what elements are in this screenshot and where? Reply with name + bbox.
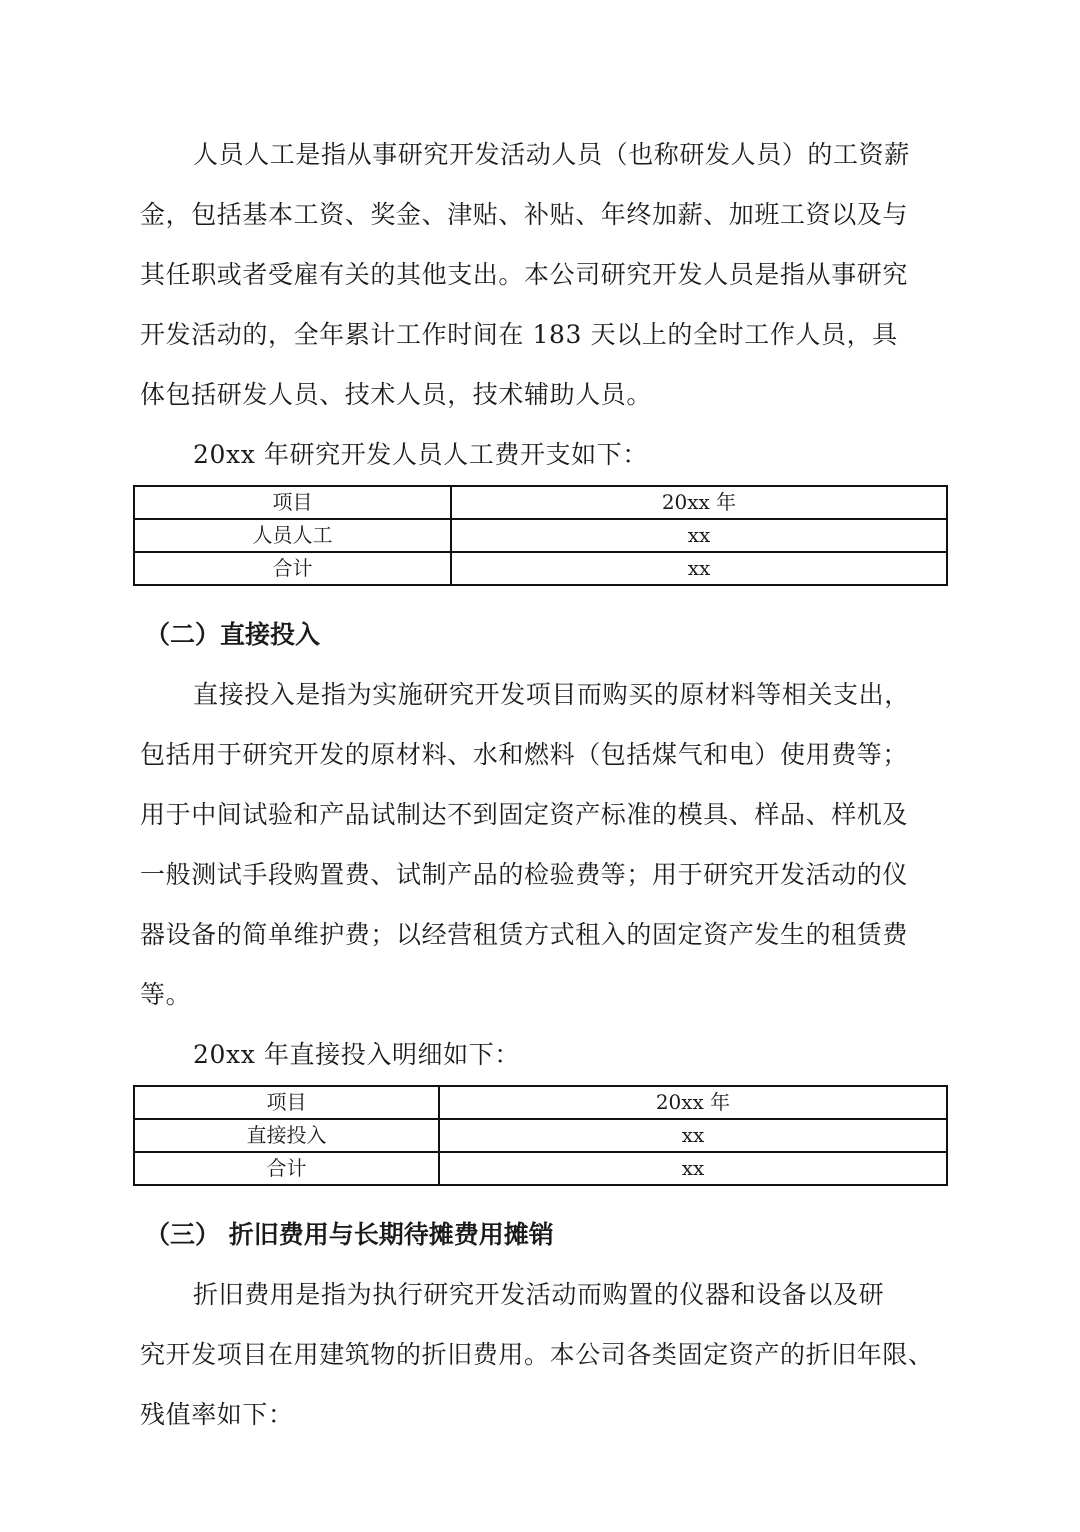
paragraph-line: 开发活动的，全年累计工作时间在 183 天以上的全时工作人员，具 — [140, 320, 898, 349]
table-cell: 合计 — [134, 1152, 439, 1185]
paragraph-line: 一般测试手段购置费、试制产品的检验费等；用于研究开发活动的仪 — [140, 860, 909, 889]
paragraph-line: 残值率如下： — [140, 1400, 294, 1429]
section-heading: （三） 折旧费用与长期待摊费用摊销 — [145, 1220, 554, 1249]
paragraph-line: 金，包括基本工资、奖金、津贴、补贴、年终加薪、加班工资以及与 — [140, 200, 909, 229]
paragraph-line: 用于中间试验和产品试制达不到固定资产标准的模具、样品、样机及 — [140, 800, 909, 829]
table-intro: 20xx 年研究开发人员人工费开支如下： — [193, 440, 648, 469]
table-cell: xx — [451, 552, 947, 585]
table-header-cell: 20xx 年 — [439, 1086, 947, 1119]
personnel-cost-table — [133, 485, 948, 586]
paragraph-line: 直接投入是指为实施研究开发项目而购买的原材料等相关支出， — [193, 680, 910, 709]
table-header-row — [134, 486, 947, 519]
table-header-row — [134, 1086, 947, 1119]
table-cell: 合计 — [134, 552, 451, 585]
table-row — [134, 1152, 947, 1185]
paragraph-line: 折旧费用是指为执行研究开发活动而购置的仪器和设备以及研 — [193, 1280, 885, 1309]
table-cell: xx — [439, 1119, 947, 1152]
paragraph-line: 器设备的简单维护费；以经营租赁方式租入的固定资产发生的租赁费 — [140, 920, 909, 949]
table-header-cell: 项目 — [134, 486, 451, 519]
paragraph-line: 究开发项目在用建筑物的折旧费用。本公司各类固定资产的折旧年限、 — [140, 1340, 934, 1369]
table-row — [134, 1119, 947, 1152]
paragraph-line: 人员人工是指从事研究开发活动人员（也称研发人员）的工资薪 — [193, 140, 910, 169]
table-intro: 20xx 年直接投入明细如下： — [193, 1040, 520, 1069]
paragraph-line: 体包括研发人员、技术人员，技术辅助人员。 — [140, 380, 653, 409]
table-header-cell: 20xx 年 — [451, 486, 947, 519]
paragraph-line: 等。 — [140, 980, 192, 1009]
table-cell: 人员人工 — [134, 519, 451, 552]
paragraph-line: 包括用于研究开发的原材料、水和燃料（包括煤气和电）使用费等； — [140, 740, 909, 769]
table-cell: xx — [439, 1152, 947, 1185]
section-heading: （二）直接投入 — [145, 620, 321, 649]
table-row — [134, 519, 947, 552]
table-header-cell: 项目 — [134, 1086, 439, 1119]
paragraph-line: 其任职或者受雇有关的其他支出。本公司研究开发人员是指从事研究 — [140, 260, 909, 289]
direct-input-table — [133, 1085, 948, 1186]
table-cell: 直接投入 — [134, 1119, 439, 1152]
table-row — [134, 552, 947, 585]
table-cell: xx — [451, 519, 947, 552]
